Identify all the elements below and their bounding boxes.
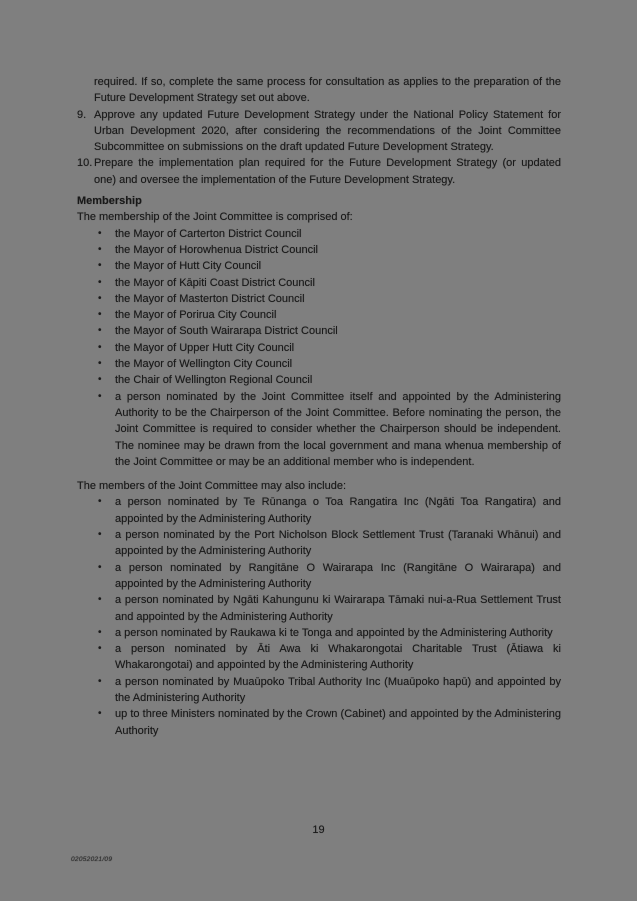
item-number: 10.	[77, 157, 93, 170]
document-body	[77, 74, 561, 739]
list-item-text: the Mayor of Hutt City Council	[115, 260, 262, 273]
bullet-marker: •	[98, 358, 102, 370]
list-item	[77, 527, 561, 560]
bullet-marker: •	[98, 675, 102, 687]
list-item-text: a person nominated by Raukawa ki te Tonga and appointed by the Administering Authority	[115, 626, 553, 639]
bullet-marker: •	[98, 341, 102, 353]
bullet-marker: •	[98, 260, 102, 272]
list-item	[77, 706, 561, 739]
list-item	[77, 226, 561, 242]
bullet-marker: •	[98, 374, 102, 386]
list-item	[77, 641, 561, 674]
list-item-text: a person nominated by Ngāti Kahungunu ki Wairarapa Tāmaki nui-a-Rua Settlement Trust and appointed by the Administering Authority	[115, 594, 561, 623]
list-item-text: up to three Ministers nominated by the Crown (Cabinet) and appointed by the Administering Authority	[115, 708, 561, 737]
list-item	[77, 258, 561, 274]
bullet-marker: •	[98, 708, 102, 720]
list-item-text: the Mayor of Porirua City Council	[115, 309, 277, 322]
bullet-marker: •	[98, 643, 102, 655]
bullet-marker: •	[98, 227, 102, 239]
list-item	[77, 323, 561, 339]
list-item	[77, 291, 561, 307]
bullet-marker: •	[98, 529, 102, 541]
list-item-text: the Chair of Wellington Regional Council	[115, 374, 313, 387]
bullet-marker: •	[98, 309, 102, 321]
bullet-marker: •	[98, 626, 102, 638]
additional-members-list	[77, 494, 561, 738]
list-item-text: a person nominated by Rangitāne O Wairarapa Inc (Rangitāne O Wairarapa) and appointed by the Administering Authority	[115, 561, 561, 590]
list-item-8-continuation: required. If so, complete the same process for consultation as applies to the preparation of the Future Development Strategy set out above.	[94, 76, 561, 105]
list-item-text: the Mayor of Upper Hutt City Council	[115, 341, 295, 354]
membership-heading: Membership	[77, 195, 142, 208]
bullet-marker: •	[98, 276, 102, 288]
footer-reference: 02052021/09	[71, 856, 113, 863]
list-item-text: the Mayor of South Wairarapa District Council	[115, 325, 338, 338]
membership-list	[77, 226, 561, 470]
list-item	[77, 389, 561, 470]
list-item-text: a person nominated by Āti Awa ki Whakarongotai Charitable Trust (Ātiawa ki Whakarongotai) and appointed by the Administering Authority	[115, 643, 561, 672]
item-text: Prepare the implementation plan required for the Future Development Strategy (or updated one) and oversee the implementation of the Future Development Strategy.	[94, 157, 561, 186]
list-item	[77, 674, 561, 707]
list-item	[77, 560, 561, 593]
list-item-text: the Mayor of Carterton District Council	[115, 227, 302, 240]
list-item-text: a person nominated by Te Rūnanga o Toa Rangatira Inc (Ngāti Toa Rangatira) and appointed by the Administering Authority	[115, 496, 561, 525]
bullet-marker: •	[98, 325, 102, 337]
list-item-text: a person nominated by the Joint Committee itself and appointed by the Administering Authority to be the Chairperson of the Joint Committee. Before nominating the person, the Joint Committee is required to consider whether the Chairperson should be independent. The nominee may be drawn from the local government and mana whenua membership of the Joint Committee or may be an additional member who is independent.	[115, 390, 561, 468]
page-number: 19	[312, 824, 325, 836]
list-item-text: the Mayor of Kāpiti Coast District Council	[115, 276, 315, 289]
additional-members-intro: The members of the Joint Committee may also include:	[77, 480, 347, 493]
list-item	[77, 494, 561, 527]
numbered-item-9	[77, 107, 561, 156]
item-text: Approve any updated Future Development Strategy under the National Policy Statement for Urban Development 2020, after considering the recommendations of the Joint Committee Subcommittee on submissions on the draft updated Future Development Strategy.	[94, 108, 561, 154]
list-item	[77, 275, 561, 291]
list-item	[77, 340, 561, 356]
bullet-marker: •	[98, 390, 102, 402]
bullet-marker: •	[98, 496, 102, 508]
bullet-marker: •	[98, 292, 102, 304]
list-item-text: the Mayor of Horowhenua District Council	[115, 243, 318, 256]
list-item	[77, 242, 561, 258]
list-item-text: the Mayor of Masterton District Council	[115, 292, 305, 305]
membership-intro: The membership of the Joint Committee is comprised of:	[77, 211, 353, 224]
list-item-text: a person nominated by Muaūpoko Tribal Authority Inc (Muaūpoko hapū) and appointed by the Administering Authority	[115, 675, 561, 704]
list-item	[77, 356, 561, 372]
list-item	[77, 625, 561, 641]
list-item-text: a person nominated by the Port Nicholson Block Settlement Trust (Taranaki Whānui) and appointed by the Administering Authority	[115, 529, 561, 558]
list-item	[77, 592, 561, 625]
list-item	[77, 372, 561, 388]
item-number: 9.	[77, 108, 87, 121]
bullet-marker: •	[98, 561, 102, 573]
bullet-marker: •	[98, 594, 102, 606]
list-item	[77, 307, 561, 323]
list-item-text: the Mayor of Wellington City Council	[115, 358, 293, 371]
bullet-marker: •	[98, 243, 102, 255]
numbered-item-10	[77, 155, 561, 188]
